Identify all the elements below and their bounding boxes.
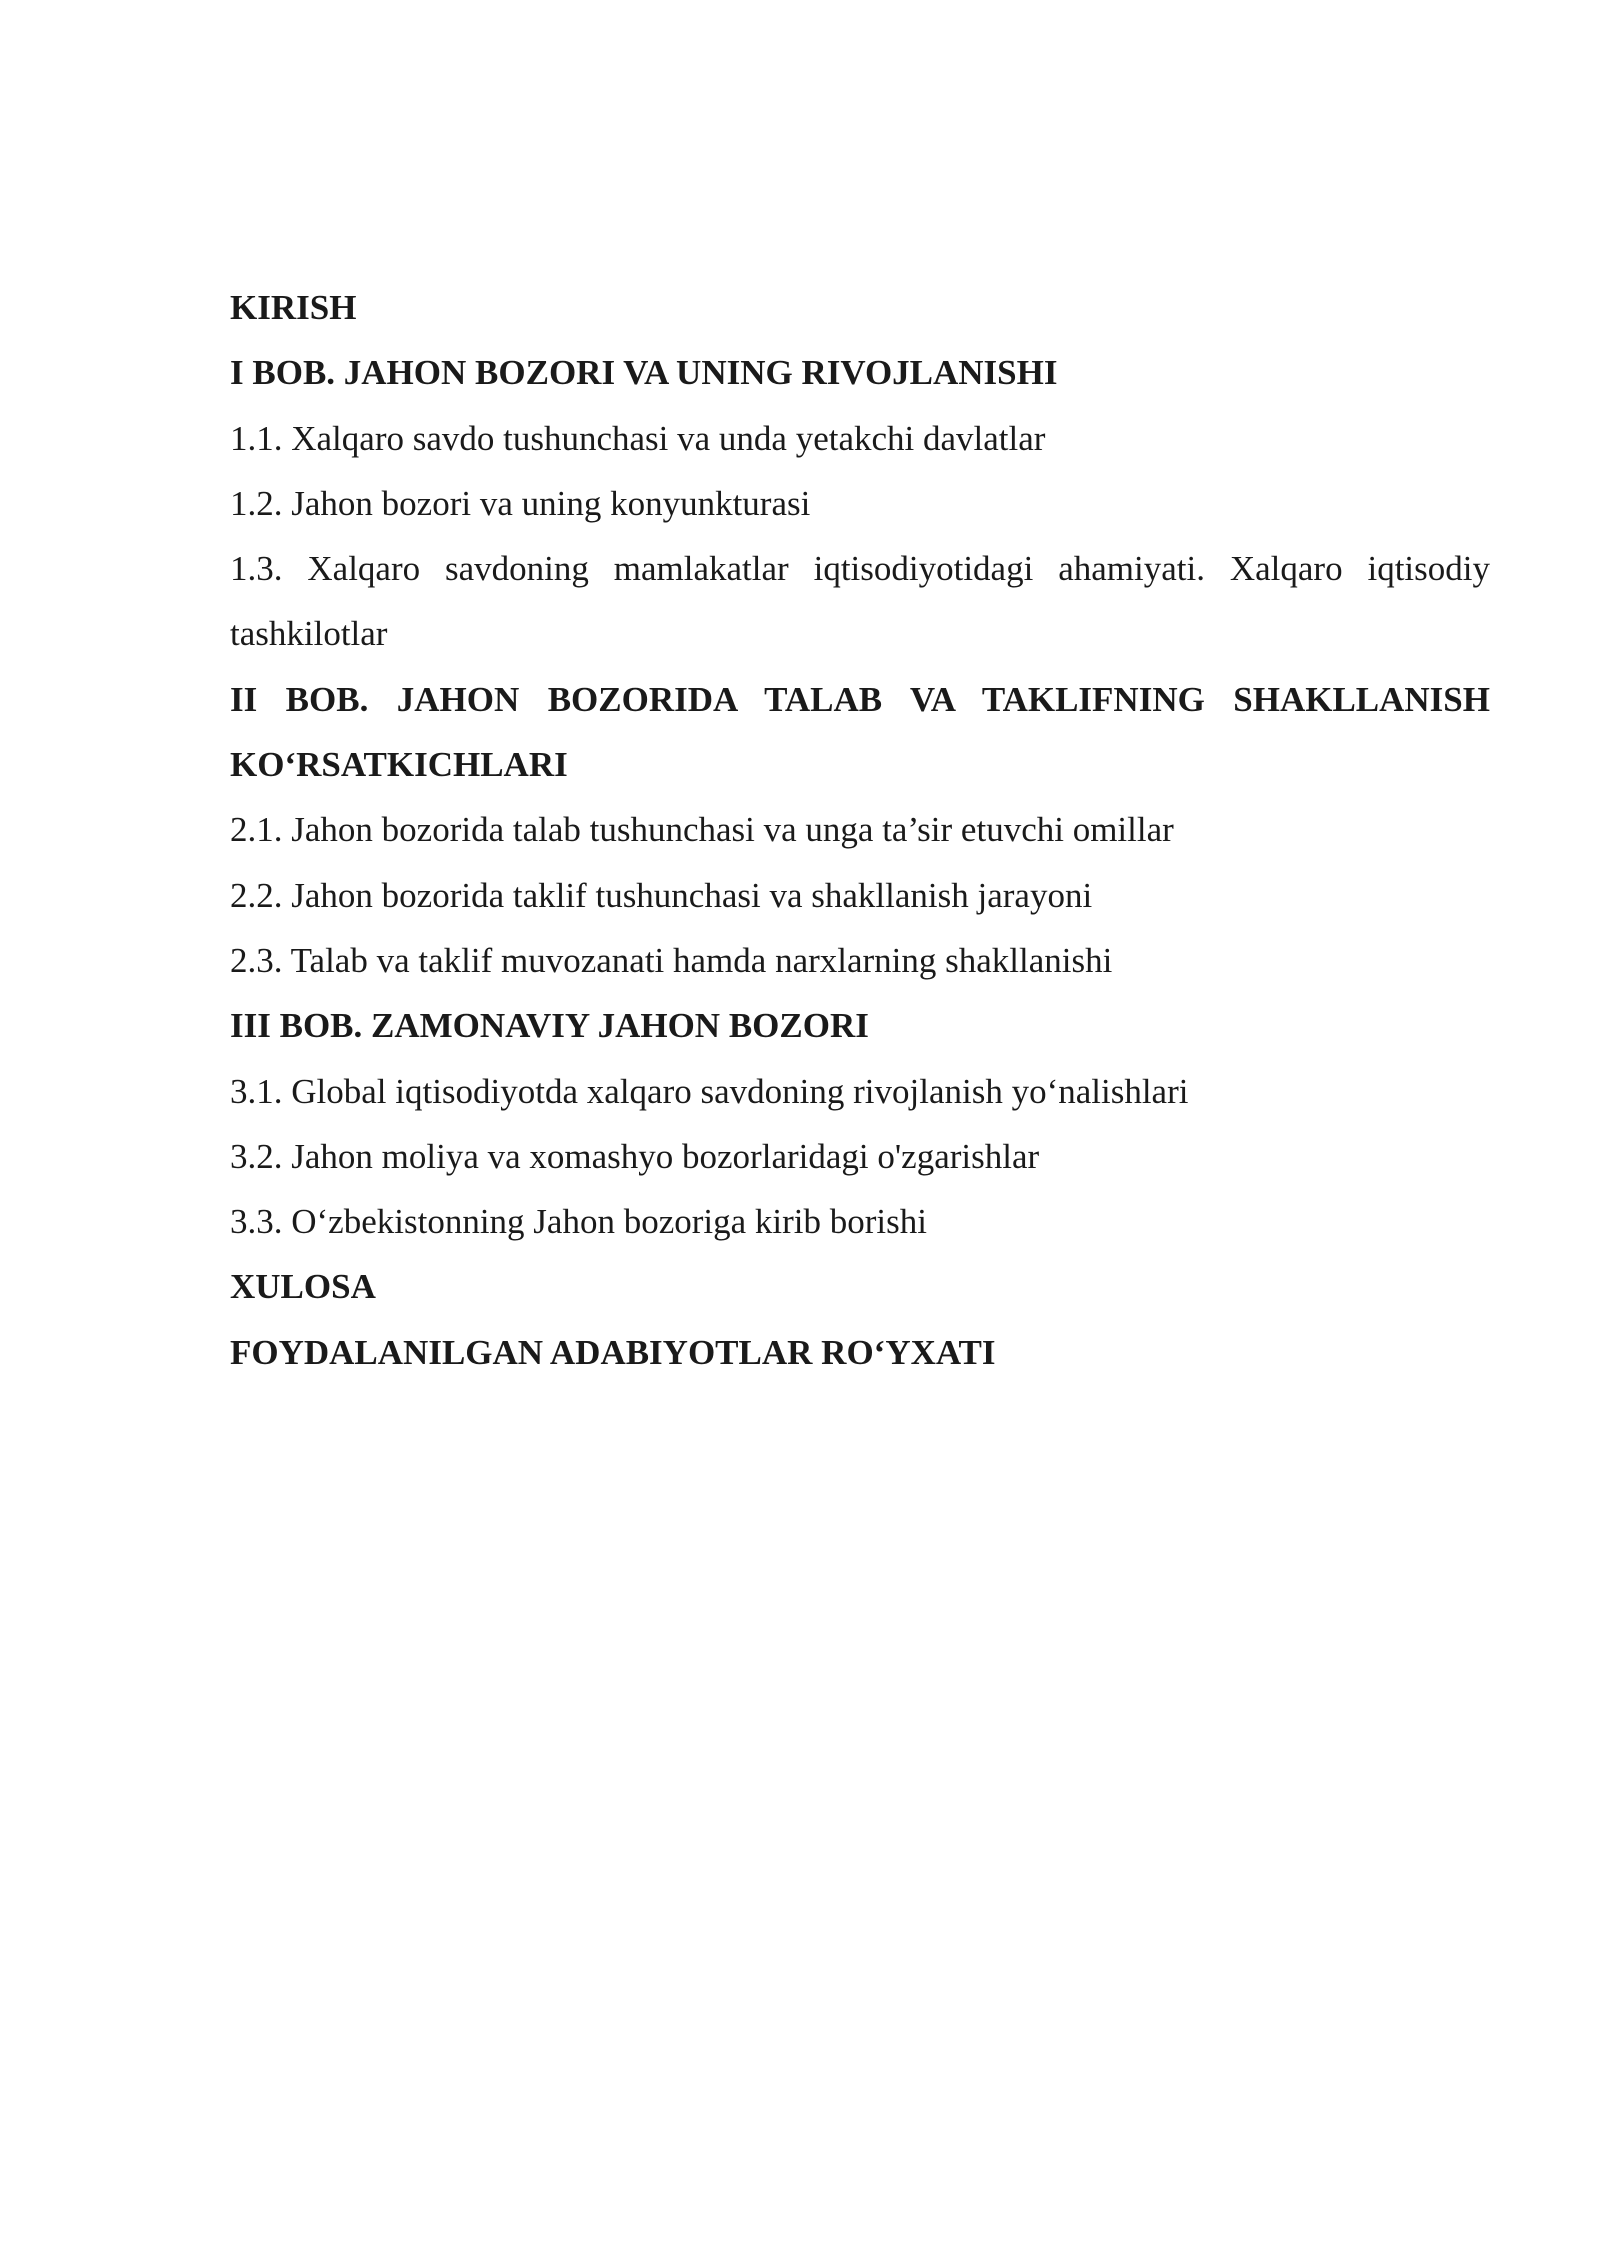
- toc-item-2-3: 2.3. Talab va taklif muvozanati hamda narxlarning shakllanishi: [230, 940, 1113, 980]
- toc-introduction: KIRISH: [230, 288, 357, 327]
- toc-chapter-2-title-line-1: II BOB. JAHON BOZORIDA TALAB VA TAKLIFNING SHAKLLANISH: [230, 679, 1490, 719]
- toc-references: FOYDALANILGAN ADABIYOTLAR RO‘YXATI: [230, 1332, 996, 1372]
- table-of-contents: [230, 275, 1490, 1385]
- toc-chapter-3-title: III BOB. ZAMONAVIY JAHON BOZORI: [230, 1006, 869, 1046]
- toc-item-3-2: 3.2. Jahon moliya va xomashyo bozorlaridagi o'zgarishlar: [230, 1136, 1040, 1176]
- toc-item-1-3: [230, 536, 1490, 667]
- toc-conclusion: XULOSA: [230, 1267, 376, 1307]
- toc-chapter-2-title: [230, 667, 1490, 798]
- toc-item-3-3: 3.3. O‘zbekistonning Jahon bozoriga kirib borishi: [230, 1202, 927, 1242]
- toc-item-2-1: 2.1. Jahon bozorida talab tushunchasi va unga ta’sir etuvchi omillar: [230, 810, 1174, 850]
- toc-item-2-2: 2.2. Jahon bozorida taklif tushunchasi va shakllanish jarayoni: [230, 875, 1093, 915]
- toc-item-3-1: 3.1. Global iqtisodiyotda xalqaro savdoning rivojlanish yo‘nalishlari: [230, 1071, 1189, 1111]
- toc-chapter-2-title-line-2: KO‘RSATKICHLARI: [230, 745, 568, 785]
- toc-chapter-1-title: I BOB. JAHON BOZORI VA UNING RIVOJLANISHI: [230, 353, 1058, 393]
- toc-item-1-2: 1.2. Jahon bozori va uning konyunkturasi: [230, 483, 811, 523]
- toc-item-1-3-line-1: 1.3. Xalqaro savdoning mamlakatlar iqtisodiyotidagi ahamiyati. Xalqaro iqtisodiy: [230, 549, 1490, 589]
- toc-item-1-3-line-2: tashkilotlar: [230, 614, 388, 654]
- toc-item-1-1: 1.1. Xalqaro savdo tushunchasi va unda yetakchi davlatlar: [230, 418, 1046, 458]
